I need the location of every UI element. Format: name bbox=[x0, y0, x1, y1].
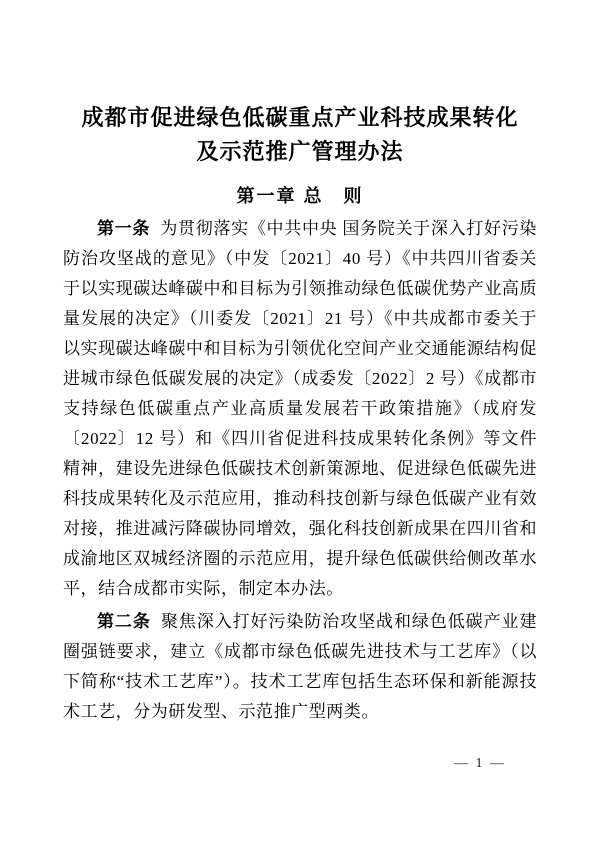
chapter-heading: 第一章 总 则 bbox=[236, 186, 364, 206]
paragraph bbox=[63, 214, 537, 604]
page-number: — 1 — bbox=[454, 756, 506, 771]
article-number-label: 第二条 bbox=[97, 612, 151, 631]
article-text: 聚焦深入打好污染防治攻坚战和绿色低碳产业建圈强链要求，建立《成都市绿色低碳先进技术与工艺库》（以下简称“技术工艺库”）。技术工艺库包括生态环保和新能源技术工艺，分为研发型、示范推广型两类。 bbox=[63, 612, 537, 721]
document-title bbox=[63, 0, 537, 169]
document-body bbox=[63, 214, 537, 727]
title-line-1: 成都市促进绿色低碳重点产业科技成果转化 bbox=[81, 105, 519, 130]
paragraph bbox=[63, 607, 537, 727]
article-number-label: 第一条 bbox=[97, 219, 151, 238]
article-text: 为贯彻落实《中共中央 国务院关于深入打好污染防治攻坚战的意见》（中发〔2021〕40 号）《中共四川省委关于以实现碳达峰碳中和目标为引领推动绿色低碳优势产业高质量发展的决定》（川委发〔2021〕21 号）《中共成都市委关于以实现碳达峰碳中和目标为引领优化空间产业交通能源结构促进城市绿色低碳发展的决定》（成委发〔2022〕2 号）《成都市支持绿色低碳重点产业高质量发展若干政策措施》（成府发〔2022〕12 号）和《四川省促进科技成果转化条例》等文件精神，建设先进绿色低碳技术创新策源地、促进绿色低碳先进科技成果转化及示范应用，推动科技创新与绿色低碳产业有效对接，推进减污降碳协同增效，强化科技创新成果在四川省和成渝地区双城经济圈的示范应用，提升绿色低碳供给侧改革水平，结合成都市实际，制定本办法。 bbox=[63, 219, 537, 598]
title-line-2: 及示范推广管理办法 bbox=[196, 139, 404, 164]
